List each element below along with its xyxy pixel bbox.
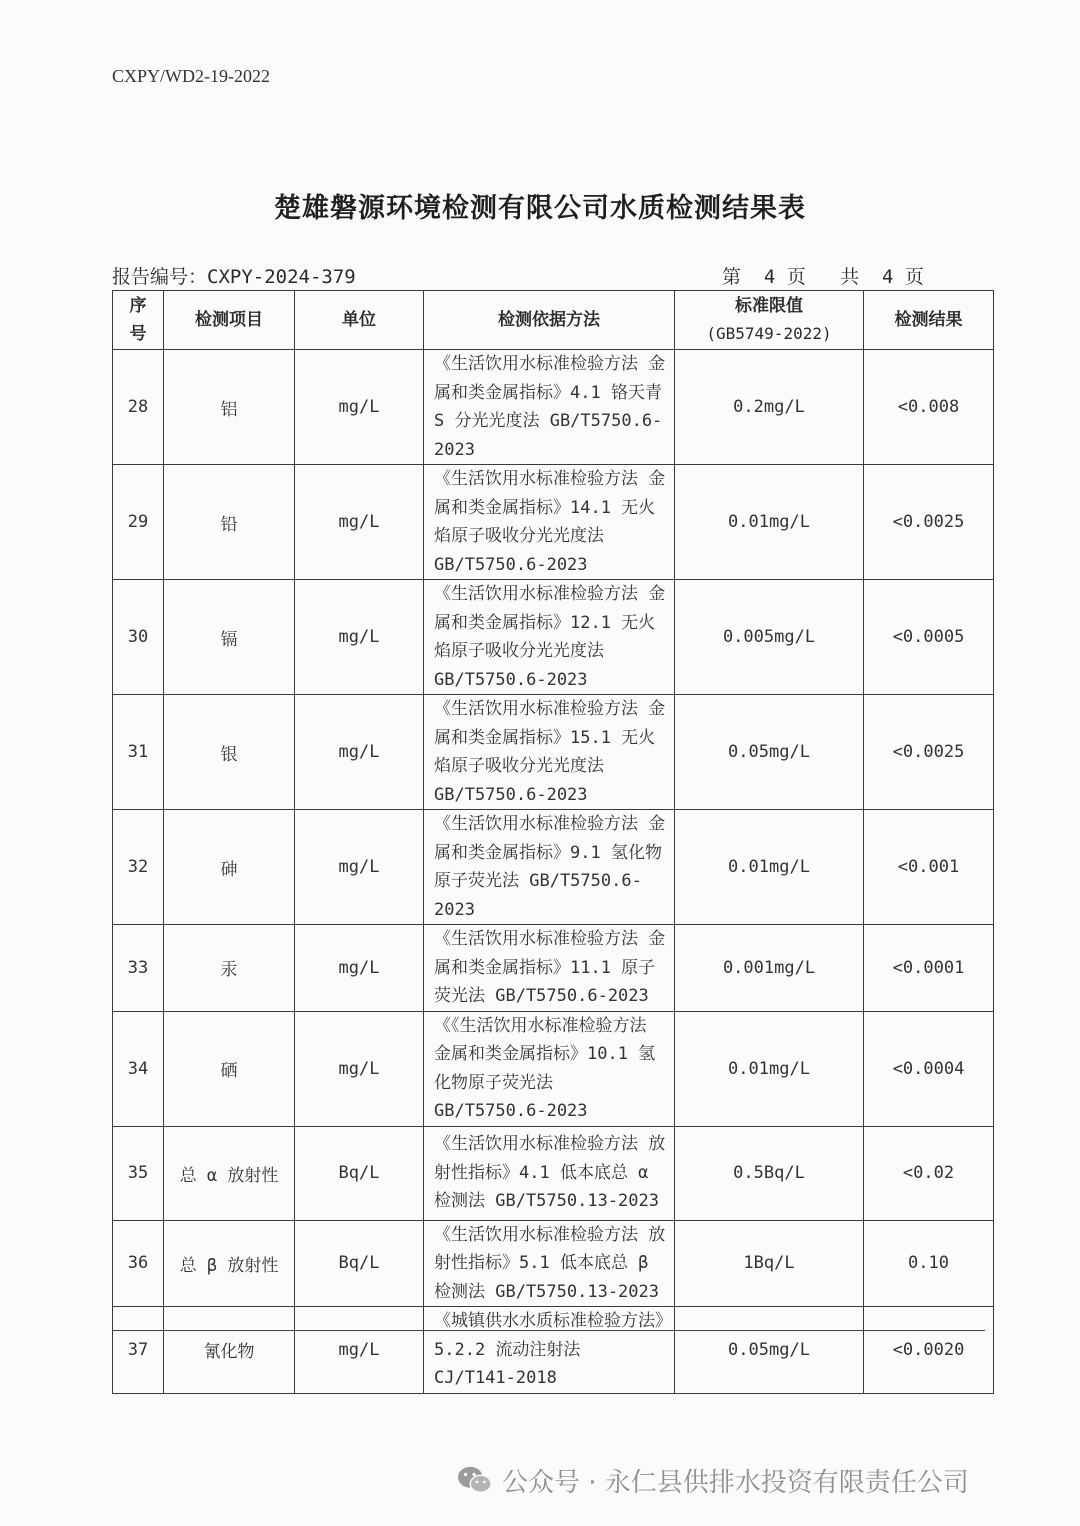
footer-rule: [112, 1330, 985, 1331]
header-limit-standard: (GB5749-2022): [706, 324, 832, 343]
table-row: [113, 1307, 994, 1394]
header-unit: 单位: [295, 291, 424, 350]
row-limit: 0.05mg/L: [675, 1307, 864, 1394]
row-result: <0.0001: [864, 925, 994, 1012]
row-method: 《生活饮用水标准检验方法 金属和类金属指标》11.1 原子荧光法 GB/T5750.6-2023: [424, 925, 675, 1012]
page-indicator: 第 4 页 共 4 页: [722, 266, 924, 288]
results-table-body: [113, 350, 994, 1394]
row-item: 总 β 放射性: [164, 1220, 295, 1307]
row-limit: 0.01mg/L: [675, 810, 864, 925]
row-no: 35: [113, 1126, 164, 1220]
report-number: 报告编号：CXPY-2024-379: [112, 266, 356, 288]
row-item: 银: [164, 695, 295, 810]
row-limit: 0.01mg/L: [675, 1011, 864, 1126]
row-item: 铝: [164, 350, 295, 465]
table-row: [113, 1126, 994, 1220]
row-unit: mg/L: [295, 1307, 424, 1394]
row-method: 《城镇供水水质标准检验方法》5.2.2 流动注射法 CJ/T141-2018: [424, 1307, 675, 1394]
row-result: <0.0020: [864, 1307, 994, 1394]
table-row: [113, 350, 994, 465]
row-no: 28: [113, 350, 164, 465]
row-method: 《生活饮用水标准检验方法 放射性指标》4.1 低本底总 α 检测法 GB/T5750.13-2023: [424, 1126, 675, 1220]
table-row: [113, 810, 994, 925]
table-header-row: [113, 291, 994, 350]
row-item: 镉: [164, 580, 295, 695]
row-unit: mg/L: [295, 350, 424, 465]
row-result: <0.008: [864, 350, 994, 465]
document-code: CXPY/WD2-19-2022: [112, 66, 270, 86]
row-item: 氰化物: [164, 1307, 295, 1394]
row-result: <0.0005: [864, 580, 994, 695]
results-table: [112, 290, 994, 1394]
row-no: 33: [113, 925, 164, 1012]
row-unit: mg/L: [295, 695, 424, 810]
row-unit: mg/L: [295, 810, 424, 925]
document-title: 楚雄磐源环境检测有限公司水质检测结果表: [274, 193, 806, 224]
row-no: 32: [113, 810, 164, 925]
row-item: 铅: [164, 465, 295, 580]
header-method: 检测依据方法: [424, 291, 675, 350]
row-limit: 0.5Bq/L: [675, 1126, 864, 1220]
table-row: [113, 465, 994, 580]
row-item: 砷: [164, 810, 295, 925]
row-limit: 0.001mg/L: [675, 925, 864, 1012]
row-limit: 0.05mg/L: [675, 695, 864, 810]
row-item: 硒: [164, 1011, 295, 1126]
row-method: 《生活饮用水标准检验方法 金属和类金属指标》4.1 铬天青 S 分光光度法 GB/T5750.6-2023: [424, 350, 675, 465]
row-method: 《生活饮用水标准检验方法 金属和类金属指标》12.1 无火焰原子吸收分光光度法 GB/T5750.6-2023: [424, 580, 675, 695]
row-unit: Bq/L: [295, 1220, 424, 1307]
row-no: 37: [113, 1307, 164, 1394]
header-limit-label: 标准限值: [735, 296, 803, 316]
row-no: 30: [113, 580, 164, 695]
row-limit: 0.2mg/L: [675, 350, 864, 465]
row-result: 0.10: [864, 1220, 994, 1307]
row-result: <0.0025: [864, 465, 994, 580]
header-item: 检测项目: [164, 291, 295, 350]
row-unit: mg/L: [295, 1011, 424, 1126]
wechat-watermark: [456, 1462, 969, 1499]
row-result: <0.0025: [864, 695, 994, 810]
table-row: [113, 580, 994, 695]
row-result: <0.0004: [864, 1011, 994, 1126]
row-limit: 0.005mg/L: [675, 580, 864, 695]
row-limit: 1Bq/L: [675, 1220, 864, 1307]
row-method: 《生活饮用水标准检验方法 金属和类金属指标》14.1 无火焰原子吸收分光光度法 GB/T5750.6-2023: [424, 465, 675, 580]
row-method: 《生活饮用水标准检验方法 金属和类金属指标》15.1 无火焰原子吸收分光光度法 GB/T5750.6-2023: [424, 695, 675, 810]
row-unit: mg/L: [295, 465, 424, 580]
table-row: [113, 925, 994, 1012]
row-unit: mg/L: [295, 925, 424, 1012]
table-row: [113, 695, 994, 810]
row-no: 34: [113, 1011, 164, 1126]
row-no: 36: [113, 1220, 164, 1307]
header-no: 序号: [113, 291, 164, 350]
row-result: <0.02: [864, 1126, 994, 1220]
header-limit: [675, 291, 864, 350]
row-no: 31: [113, 695, 164, 810]
row-item: 总 α 放射性: [164, 1126, 295, 1220]
row-unit: mg/L: [295, 580, 424, 695]
row-method: 《生活饮用水标准检验方法 金属和类金属指标》9.1 氢化物原子荧光法 GB/T5750.6-2023: [424, 810, 675, 925]
row-unit: Bq/L: [295, 1126, 424, 1220]
table-row: [113, 1011, 994, 1126]
header-result: 检测结果: [864, 291, 994, 350]
row-method: 《生活饮用水标准检验方法 放射性指标》5.1 低本底总 β 检测法 GB/T5750.13-2023: [424, 1220, 675, 1307]
row-limit: 0.01mg/L: [675, 465, 864, 580]
table-row: [113, 1220, 994, 1307]
watermark-text: 公众号 · 永仁县供排水投资有限责任公司: [502, 1468, 969, 1498]
row-item: 汞: [164, 925, 295, 1012]
wechat-icon: [456, 1464, 494, 1498]
row-method: 《《生活饮用水标准检验方法 金属和类金属指标》10.1 氢化物原子荧光法 GB/T5750.6-2023: [424, 1011, 675, 1126]
row-no: 29: [113, 465, 164, 580]
row-result: <0.001: [864, 810, 994, 925]
